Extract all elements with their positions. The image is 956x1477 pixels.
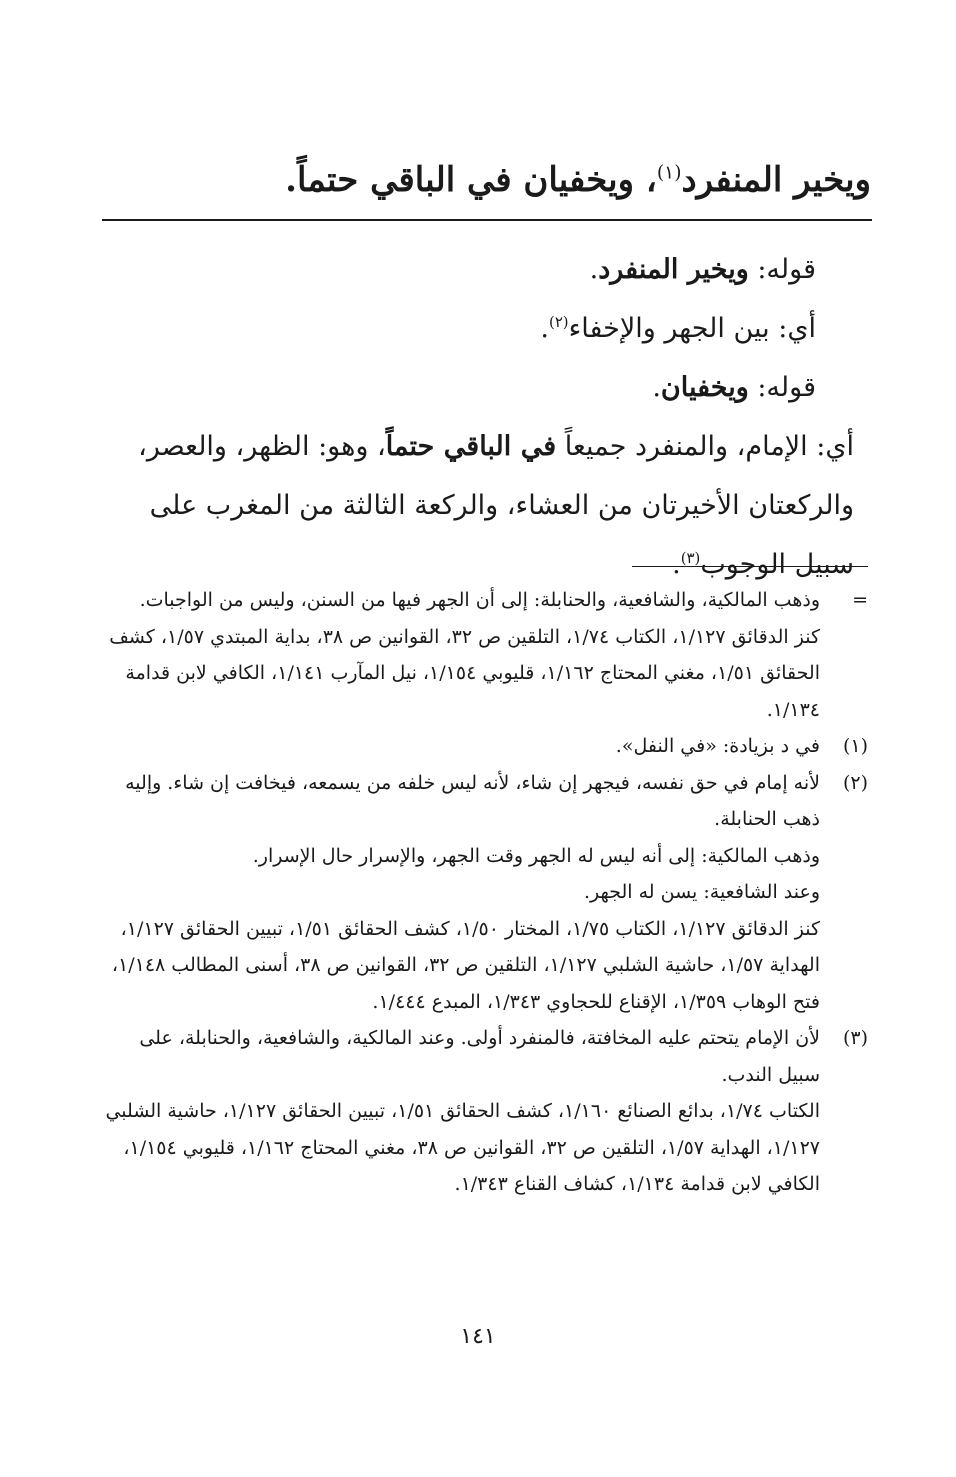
footnotes-section [98, 582, 868, 1203]
commentary-paragraph-4: أي: الإمام، والمنفرد جميعاً في الباقي حتماً، وهو: الظهر، والعصر، والركعتان الأخيرتان من العشاء، والركعة الثالثة من المغرب على سبيل الوجوب$^{(٣)}$. [138, 431, 854, 580]
commentary-paragraph-2: أي: بين الجهر والإخفاء$^{(٢)}$. [540, 313, 816, 344]
footnote-continuation [98, 582, 868, 728]
quoted-phrase: في الباقي حتماً [385, 431, 557, 462]
footnote-body: وذهب المالكية، والشافعية، والحنابلة: إلى أن الجهر فيها من السنن، وليس من الواجبات. كنز الدقائق ١/١٢٧، الكتاب ١/٧٤، التلقين ص ٣٢، القوانين ص ٣٨، بداية المبتدي ١/٥٧، كشف الحقائق ١/٥١، مغني المحتاج ١/١٦٢، قليوبي ١/١٥٤، نيل المآرب ١/١٤١، الكافي لابن قدامة ١/١٣٤. [109, 589, 820, 721]
footnote-ref-3[interactable]: (٣) [680, 549, 701, 567]
footnote-body: في د بزيادة: «في النفل». [615, 735, 820, 757]
quoted-phrase: ويخفيان [660, 372, 749, 403]
commentary-paragraph-3: قوله: ويخفيان. [652, 372, 816, 403]
footnote-body: لأن الإمام يتحتم عليه المخافتة، فالمنفرد أولى. وعند المالكية، والشافعية، والحنابلة، على سبيل الندب. الكتاب ١/٧٤، بدائع الصنائع ١/١٦٠، كشف الحقائق ١/٥١، تبيين الحقائق ١/١٢٧، حاشية الشلبي ١/١٢٧، الهداية ١/٥٧، التلقين ص ٣٢، القوانين ص ٣٨، مغني المحتاج ١/١٦٢، قليوبي ١/١٥٤، الكافي لابن قدامة ١/١٣٤، كشاف القناع ١/٣٤٣. [105, 1027, 820, 1195]
footnote-2 [98, 765, 868, 1021]
footnote-marker: (١) [842, 735, 868, 757]
footnote-body: لأنه إمام في حق نفسه، فيجهر إن شاء، لأنه ليس خلفه من يسمعه، فيخافت إن شاء. وإليه ذهب الحنابلة. وذهب المالكية: إلى أنه ليس له الجهر وقت الجهر، والإسرار حال الإسرار. وعند الشافعية: يسن له الجهر. كنز الدقائق ١/١٢٧، الكتاب ١/٧٥، المختار ١/٥٠، كشف الحقائق ١/٥١، تبيين الحقائق ١/١٢٧، الهداية ١/٥٧، حاشية الشلبي ١/١٢٧، التلقين ص ٣٢، القوانين ص ٣٨، أسنى المطالب ١/١٤٨، فتح الوهاب ١/٣٥٩، الإقناع للحجاوي ١/٣٤٣، المبدع ١/٤٤٤. [111, 771, 820, 1013]
footnote-divider [632, 566, 868, 567]
footnote-1 [98, 728, 868, 765]
main-text-divider [102, 219, 872, 221]
footnote-marker: (٢) [842, 771, 868, 794]
main-text-start: ويخير المنفرد [681, 160, 871, 200]
footnote-ref-2[interactable]: (٢) [549, 313, 569, 331]
commentary [111, 240, 854, 594]
quoted-phrase: ويخير المنفرد [598, 254, 749, 285]
footnote-ref-1[interactable]: (١) [656, 162, 682, 184]
commentary-paragraph-1: قوله: ويخير المنفرد. [589, 254, 816, 285]
footnote-marker: = [852, 589, 868, 611]
main-text-end: ، ويخفيان في الباقي حتماً. [285, 160, 657, 200]
footnote-3 [98, 1020, 868, 1203]
page-number: ١٤١ [460, 1324, 496, 1349]
footnote-marker: (٣) [842, 1027, 868, 1049]
main-text-line [111, 150, 871, 210]
